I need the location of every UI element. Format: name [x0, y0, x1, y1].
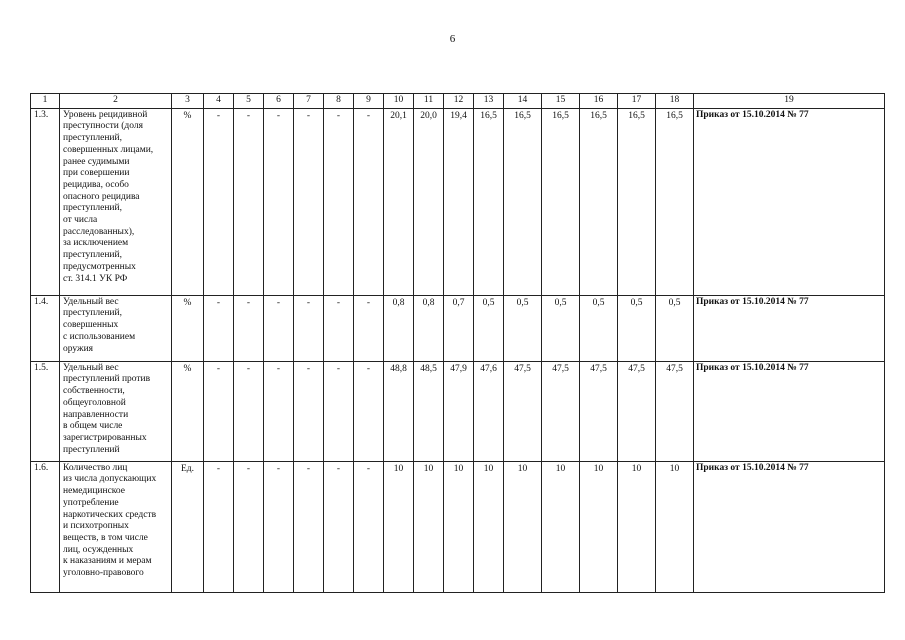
- value-cell: -: [264, 108, 294, 295]
- indicator-name: Удельный вес преступлений против собственности, общеуголовной направленности в общем числе зарегистрированных преступлений: [60, 361, 172, 461]
- column-header: 13: [474, 94, 504, 109]
- column-header: 17: [618, 94, 656, 109]
- table-row: [31, 108, 885, 295]
- value-cell: 16,5: [580, 108, 618, 295]
- value-cell: 10: [384, 461, 414, 592]
- value-cell: 47,9: [444, 361, 474, 461]
- row-code: 1.5.: [31, 361, 60, 461]
- unit-cell: %: [172, 108, 204, 295]
- column-header: 8: [324, 94, 354, 109]
- column-header: 9: [354, 94, 384, 109]
- value-cell: -: [234, 295, 264, 361]
- value-cell: 10: [542, 461, 580, 592]
- column-header: 18: [656, 94, 694, 109]
- value-cell: 47,5: [504, 361, 542, 461]
- source-reference: Приказ от 15.10.2014 № 77: [694, 108, 885, 295]
- value-cell: -: [354, 108, 384, 295]
- value-cell: 0,8: [414, 295, 444, 361]
- value-cell: -: [294, 108, 324, 295]
- value-cell: 10: [474, 461, 504, 592]
- value-cell: 10: [618, 461, 656, 592]
- value-cell: -: [204, 295, 234, 361]
- unit-cell: %: [172, 361, 204, 461]
- value-cell: 10: [414, 461, 444, 592]
- source-reference: Приказ от 15.10.2014 № 77: [694, 361, 885, 461]
- value-cell: -: [204, 361, 234, 461]
- value-cell: -: [324, 361, 354, 461]
- value-cell: -: [324, 461, 354, 592]
- value-cell: 47,5: [618, 361, 656, 461]
- value-cell: 47,5: [656, 361, 694, 461]
- value-cell: 19,4: [444, 108, 474, 295]
- column-header: 3: [172, 94, 204, 109]
- column-header: 11: [414, 94, 444, 109]
- row-code: 1.3.: [31, 108, 60, 295]
- value-cell: 16,5: [504, 108, 542, 295]
- unit-cell: %: [172, 295, 204, 361]
- indicators-table: [30, 93, 885, 593]
- value-cell: -: [234, 361, 264, 461]
- value-cell: 48,5: [414, 361, 444, 461]
- value-cell: -: [354, 295, 384, 361]
- value-cell: 0,8: [384, 295, 414, 361]
- column-header: 19: [694, 94, 885, 109]
- value-cell: 10: [504, 461, 542, 592]
- indicator-name: Количество лиц из числа допускающих немедицинское употребление наркотических средств и психотропных веществ, в том числе лиц, осужденных к наказаниям и мерам уголовно-правового: [60, 461, 172, 592]
- value-cell: 0,5: [474, 295, 504, 361]
- value-cell: 20,1: [384, 108, 414, 295]
- value-cell: 16,5: [474, 108, 504, 295]
- value-cell: 47,5: [542, 361, 580, 461]
- column-header: 1: [31, 94, 60, 109]
- column-header: 5: [234, 94, 264, 109]
- value-cell: 47,6: [474, 361, 504, 461]
- row-code: 1.6.: [31, 461, 60, 592]
- value-cell: 0,7: [444, 295, 474, 361]
- value-cell: -: [264, 361, 294, 461]
- value-cell: -: [324, 108, 354, 295]
- column-header: 14: [504, 94, 542, 109]
- value-cell: 10: [444, 461, 474, 592]
- value-cell: 16,5: [618, 108, 656, 295]
- source-reference: Приказ от 15.10.2014 № 77: [694, 461, 885, 592]
- value-cell: 48,8: [384, 361, 414, 461]
- column-header: 2: [60, 94, 172, 109]
- value-cell: 10: [656, 461, 694, 592]
- value-cell: 16,5: [656, 108, 694, 295]
- column-header: 12: [444, 94, 474, 109]
- value-cell: 0,5: [656, 295, 694, 361]
- page-number: 6: [449, 33, 456, 45]
- value-cell: -: [204, 108, 234, 295]
- column-header: 16: [580, 94, 618, 109]
- source-reference: Приказ от 15.10.2014 № 77: [694, 295, 885, 361]
- value-cell: 0,5: [504, 295, 542, 361]
- value-cell: 0,5: [618, 295, 656, 361]
- column-number-row: [31, 94, 885, 109]
- value-cell: -: [264, 461, 294, 592]
- value-cell: 16,5: [542, 108, 580, 295]
- value-cell: -: [294, 361, 324, 461]
- column-header: 15: [542, 94, 580, 109]
- column-header: 6: [264, 94, 294, 109]
- unit-cell: Ед.: [172, 461, 204, 592]
- column-header: 4: [204, 94, 234, 109]
- value-cell: -: [234, 108, 264, 295]
- value-cell: -: [294, 461, 324, 592]
- value-cell: -: [264, 295, 294, 361]
- value-cell: 20,0: [414, 108, 444, 295]
- indicator-name: Удельный вес преступлений, совершенных с использованием оружия: [60, 295, 172, 361]
- value-cell: -: [354, 361, 384, 461]
- value-cell: 0,5: [542, 295, 580, 361]
- table-row: [31, 295, 885, 361]
- value-cell: -: [234, 461, 264, 592]
- table-row: [31, 361, 885, 461]
- value-cell: 10: [580, 461, 618, 592]
- table-row: [31, 461, 885, 592]
- value-cell: -: [354, 461, 384, 592]
- indicator-name: Уровень рецидивной преступности (доля преступлений, совершенных лицами, ранее судимыми при совершении рецидива, особо опасного рецидива преступлений, от числа расследованных), за исключением преступлений, предусмотренных ст. 314.1 УК РФ: [60, 108, 172, 295]
- column-header: 7: [294, 94, 324, 109]
- row-code: 1.4.: [31, 295, 60, 361]
- value-cell: 0,5: [580, 295, 618, 361]
- value-cell: -: [324, 295, 354, 361]
- value-cell: 47,5: [580, 361, 618, 461]
- column-header: 10: [384, 94, 414, 109]
- value-cell: -: [294, 295, 324, 361]
- value-cell: -: [204, 461, 234, 592]
